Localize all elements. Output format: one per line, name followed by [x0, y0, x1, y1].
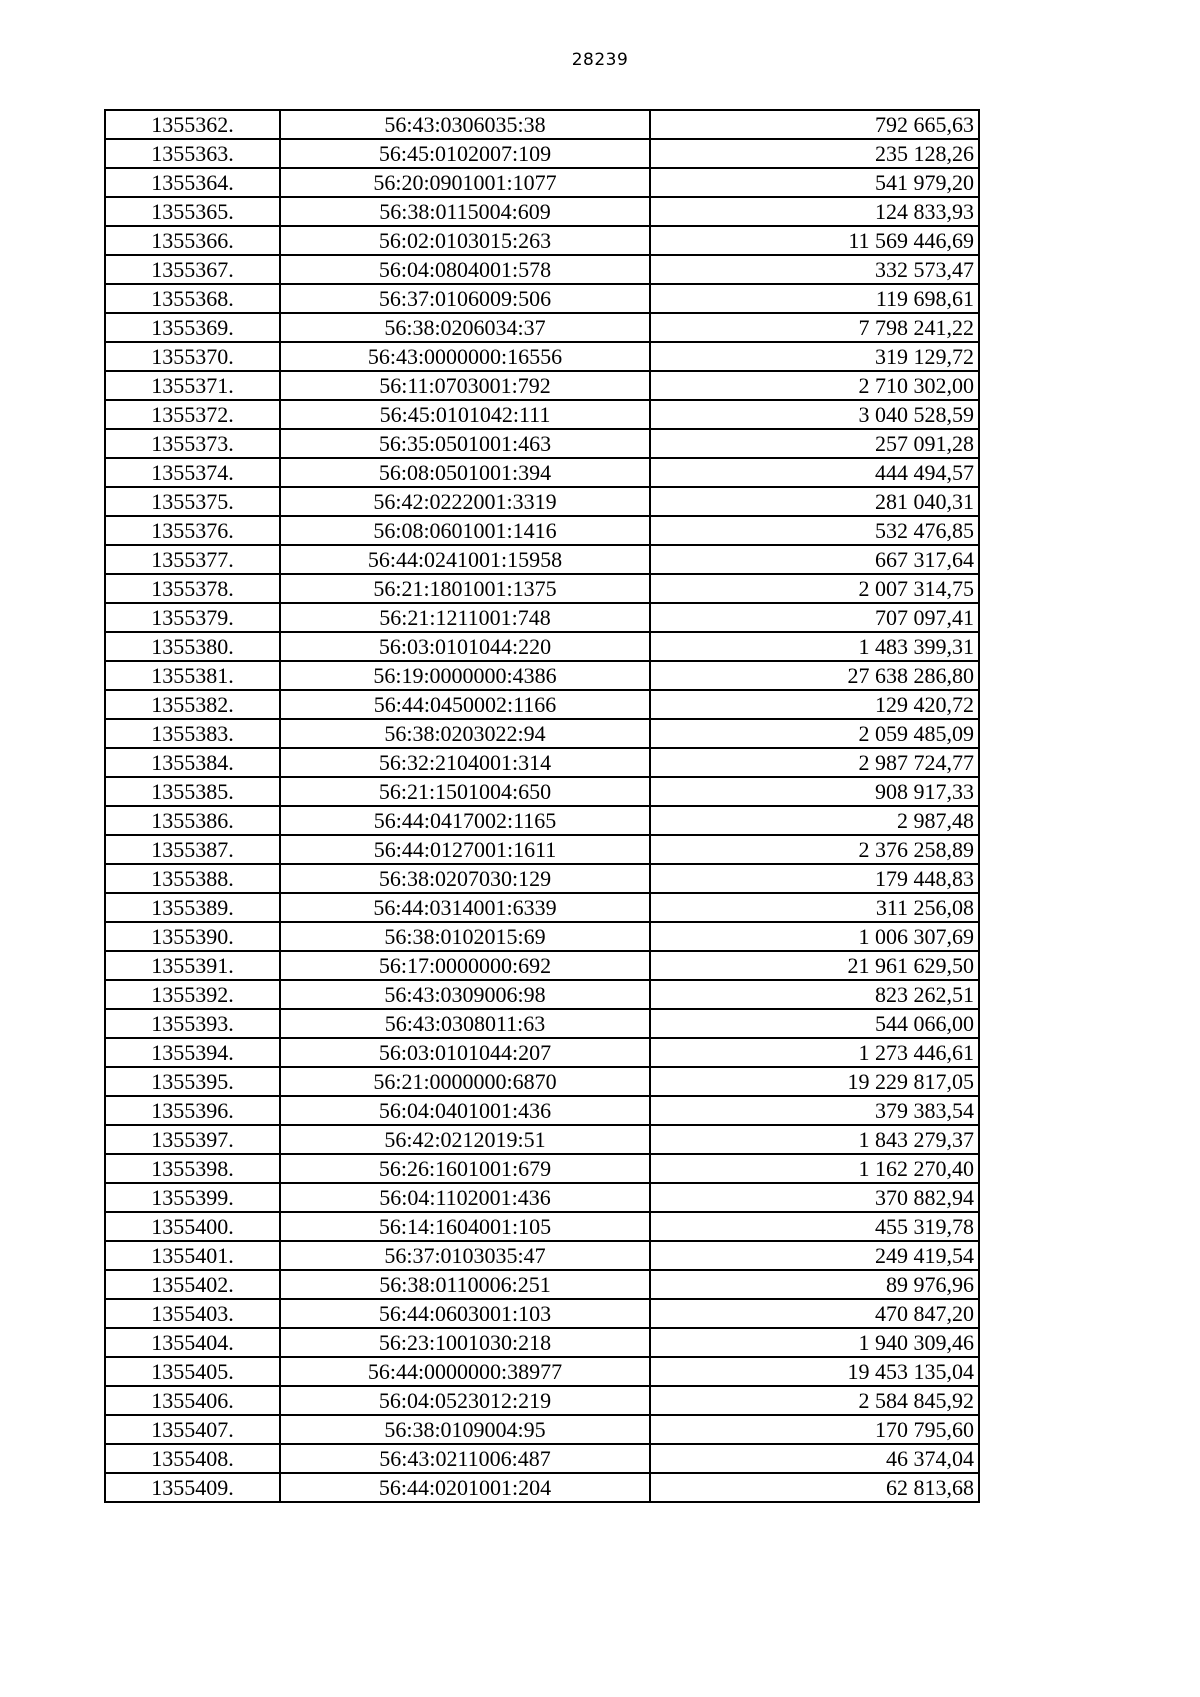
row-number-cell: 1355364.: [105, 168, 280, 197]
cadastral-number-cell: 56:38:0203022:94: [280, 719, 650, 748]
table-row: [105, 487, 979, 516]
cadastral-value-cell: 281 040,31: [650, 487, 979, 516]
cadastral-value-cell: 46 374,04: [650, 1444, 979, 1473]
cadastral-value-cell: 2 584 845,92: [650, 1386, 979, 1415]
row-number-cell: 1355404.: [105, 1328, 280, 1357]
cadastral-value-cell: 444 494,57: [650, 458, 979, 487]
cadastral-number-cell: 56:32:2104001:314: [280, 748, 650, 777]
row-number-cell: 1355401.: [105, 1241, 280, 1270]
cadastral-value-cell: 2 376 258,89: [650, 835, 979, 864]
cadastral-number-cell: 56:21:0000000:6870: [280, 1067, 650, 1096]
row-number-cell: 1355362.: [105, 110, 280, 139]
cadastral-number-cell: 56:03:0101044:207: [280, 1038, 650, 1067]
cadastral-number-cell: 56:44:0603001:103: [280, 1299, 650, 1328]
cadastral-value-cell: 379 383,54: [650, 1096, 979, 1125]
table-row: [105, 168, 979, 197]
row-number-cell: 1355365.: [105, 197, 280, 226]
row-number-cell: 1355385.: [105, 777, 280, 806]
cadastral-number-cell: 56:43:0309006:98: [280, 980, 650, 1009]
row-number-cell: 1355381.: [105, 661, 280, 690]
table-row: [105, 1096, 979, 1125]
table-row: [105, 226, 979, 255]
table-row: [105, 1299, 979, 1328]
cadastral-value-cell: 11 569 446,69: [650, 226, 979, 255]
row-number-cell: 1355373.: [105, 429, 280, 458]
row-number-cell: 1355409.: [105, 1473, 280, 1502]
cadastral-value-cell: 1 273 446,61: [650, 1038, 979, 1067]
row-number-cell: 1355400.: [105, 1212, 280, 1241]
table-row: [105, 313, 979, 342]
table-row: [105, 110, 979, 139]
row-number-cell: 1355377.: [105, 545, 280, 574]
table-row: [105, 371, 979, 400]
cadastral-number-cell: 56:44:0417002:1165: [280, 806, 650, 835]
row-number-cell: 1355394.: [105, 1038, 280, 1067]
cadastral-number-cell: 56:08:0501001:394: [280, 458, 650, 487]
table-row: [105, 1183, 979, 1212]
table-row: [105, 139, 979, 168]
cadastral-number-cell: 56:38:0102015:69: [280, 922, 650, 951]
table-row: [105, 342, 979, 371]
cadastral-number-cell: 56:37:0103035:47: [280, 1241, 650, 1270]
cadastral-number-cell: 56:45:0102007:109: [280, 139, 650, 168]
table-row: [105, 1212, 979, 1241]
row-number-cell: 1355368.: [105, 284, 280, 313]
row-number-cell: 1355393.: [105, 1009, 280, 1038]
cadastral-value-cell: 1 843 279,37: [650, 1125, 979, 1154]
table-row: [105, 980, 979, 1009]
row-number-cell: 1355386.: [105, 806, 280, 835]
row-number-cell: 1355389.: [105, 893, 280, 922]
cadastral-number-cell: 56:38:0110006:251: [280, 1270, 650, 1299]
cadastral-value-cell: 544 066,00: [650, 1009, 979, 1038]
row-number-cell: 1355370.: [105, 342, 280, 371]
cadastral-value-cell: 7 798 241,22: [650, 313, 979, 342]
cadastral-value-cell: 62 813,68: [650, 1473, 979, 1502]
row-number-cell: 1355376.: [105, 516, 280, 545]
cadastral-number-cell: 56:44:0314001:6339: [280, 893, 650, 922]
table-row: [105, 603, 979, 632]
row-number-cell: 1355380.: [105, 632, 280, 661]
cadastral-number-cell: 56:42:0212019:51: [280, 1125, 650, 1154]
cadastral-value-cell: 235 128,26: [650, 139, 979, 168]
cadastral-value-cell: 2 007 314,75: [650, 574, 979, 603]
cadastral-value-cell: 1 006 307,69: [650, 922, 979, 951]
cadastral-number-cell: 56:04:0401001:436: [280, 1096, 650, 1125]
row-number-cell: 1355371.: [105, 371, 280, 400]
cadastral-number-cell: 56:21:1801001:1375: [280, 574, 650, 603]
cadastral-number-cell: 56:17:0000000:692: [280, 951, 650, 980]
row-number-cell: 1355367.: [105, 255, 280, 284]
cadastral-number-cell: 56:04:0804001:578: [280, 255, 650, 284]
cadastral-value-cell: 823 262,51: [650, 980, 979, 1009]
cadastral-number-cell: 56:38:0109004:95: [280, 1415, 650, 1444]
table-row: [105, 951, 979, 980]
cadastral-value-cell: 908 917,33: [650, 777, 979, 806]
table-row: [105, 806, 979, 835]
cadastral-value-cell: 470 847,20: [650, 1299, 979, 1328]
table-row: [105, 690, 979, 719]
table-row: [105, 922, 979, 951]
cadastral-value-cell: 19 453 135,04: [650, 1357, 979, 1386]
cadastral-value-cell: 455 319,78: [650, 1212, 979, 1241]
row-number-cell: 1355382.: [105, 690, 280, 719]
table-row: [105, 864, 979, 893]
cadastral-value-cell: 370 882,94: [650, 1183, 979, 1212]
table-row: [105, 284, 979, 313]
cadastral-number-cell: 56:02:0103015:263: [280, 226, 650, 255]
row-number-cell: 1355403.: [105, 1299, 280, 1328]
row-number-cell: 1355399.: [105, 1183, 280, 1212]
cadastral-number-cell: 56:44:0127001:1611: [280, 835, 650, 864]
cadastral-number-cell: 56:19:0000000:4386: [280, 661, 650, 690]
table-row: [105, 835, 979, 864]
row-number-cell: 1355395.: [105, 1067, 280, 1096]
row-number-cell: 1355396.: [105, 1096, 280, 1125]
table-row: [105, 719, 979, 748]
table-row: [105, 748, 979, 777]
table-row: [105, 1444, 979, 1473]
row-number-cell: 1355384.: [105, 748, 280, 777]
cadastral-number-cell: 56:43:0306035:38: [280, 110, 650, 139]
row-number-cell: 1355390.: [105, 922, 280, 951]
cadastral-number-cell: 56:35:0501001:463: [280, 429, 650, 458]
cadastral-value-cell: 257 091,28: [650, 429, 979, 458]
cadastral-number-cell: 56:04:0523012:219: [280, 1386, 650, 1415]
row-number-cell: 1355375.: [105, 487, 280, 516]
row-number-cell: 1355379.: [105, 603, 280, 632]
cadastral-number-cell: 56:38:0207030:129: [280, 864, 650, 893]
table-row: [105, 516, 979, 545]
table-row: [105, 1415, 979, 1444]
cadastral-value-cell: 89 976,96: [650, 1270, 979, 1299]
table-row: [105, 777, 979, 806]
cadastral-value-cell: 179 448,83: [650, 864, 979, 893]
cadastral-value-cell: 170 795,60: [650, 1415, 979, 1444]
table-row: [105, 1067, 979, 1096]
cadastral-value-cell: 311 256,08: [650, 893, 979, 922]
row-number-cell: 1355402.: [105, 1270, 280, 1299]
cadastral-number-cell: 56:08:0601001:1416: [280, 516, 650, 545]
row-number-cell: 1355387.: [105, 835, 280, 864]
cadastral-number-cell: 56:45:0101042:111: [280, 400, 650, 429]
cadastral-value-cell: 27 638 286,80: [650, 661, 979, 690]
table-row: [105, 1386, 979, 1415]
cadastral-value-cell: 1 940 309,46: [650, 1328, 979, 1357]
table-row: [105, 1241, 979, 1270]
cadastral-value-cell: 129 420,72: [650, 690, 979, 719]
cadastral-value-cell: 1 483 399,31: [650, 632, 979, 661]
row-number-cell: 1355405.: [105, 1357, 280, 1386]
row-number-cell: 1355407.: [105, 1415, 280, 1444]
table-row: [105, 1473, 979, 1502]
cadastral-number-cell: 56:04:1102001:436: [280, 1183, 650, 1212]
row-number-cell: 1355392.: [105, 980, 280, 1009]
cadastral-number-cell: 56:03:0101044:220: [280, 632, 650, 661]
row-number-cell: 1355383.: [105, 719, 280, 748]
cadastral-value-cell: 3 040 528,59: [650, 400, 979, 429]
row-number-cell: 1355369.: [105, 313, 280, 342]
row-number-cell: 1355391.: [105, 951, 280, 980]
cadastral-number-cell: 56:38:0115004:609: [280, 197, 650, 226]
cadastral-value-cell: 319 129,72: [650, 342, 979, 371]
row-number-cell: 1355374.: [105, 458, 280, 487]
cadastral-value-cell: 2 987,48: [650, 806, 979, 835]
cadastral-value-cell: 119 698,61: [650, 284, 979, 313]
cadastral-number-cell: 56:21:1501004:650: [280, 777, 650, 806]
table-row: [105, 429, 979, 458]
table-row: [105, 1357, 979, 1386]
cadastral-value-cell: 1 162 270,40: [650, 1154, 979, 1183]
cadastral-number-cell: 56:21:1211001:748: [280, 603, 650, 632]
row-number-cell: 1355372.: [105, 400, 280, 429]
cadastral-value-cell: 541 979,20: [650, 168, 979, 197]
cadastral-value-cell: 707 097,41: [650, 603, 979, 632]
cadastral-number-cell: 56:11:0703001:792: [280, 371, 650, 400]
cadastral-value-cell: 332 573,47: [650, 255, 979, 284]
cadastral-value-cell: 667 317,64: [650, 545, 979, 574]
table-row: [105, 1125, 979, 1154]
cadastral-number-cell: 56:42:0222001:3319: [280, 487, 650, 516]
table-row: [105, 574, 979, 603]
cadastral-number-cell: 56:26:1601001:679: [280, 1154, 650, 1183]
table-row: [105, 1009, 979, 1038]
cadastral-number-cell: 56:23:1001030:218: [280, 1328, 650, 1357]
cadastral-value-cell: 249 419,54: [650, 1241, 979, 1270]
cadastral-number-cell: 56:38:0206034:37: [280, 313, 650, 342]
cadastral-number-cell: 56:43:0211006:487: [280, 1444, 650, 1473]
cadastral-value-cell: 19 229 817,05: [650, 1067, 979, 1096]
table-row: [105, 1270, 979, 1299]
table-row: [105, 1038, 979, 1067]
table-row: [105, 545, 979, 574]
cadastral-number-cell: 56:20:0901001:1077: [280, 168, 650, 197]
table-row: [105, 197, 979, 226]
table-row: [105, 893, 979, 922]
table-row: [105, 661, 979, 690]
row-number-cell: 1355378.: [105, 574, 280, 603]
row-number-cell: 1355398.: [105, 1154, 280, 1183]
table-row: [105, 1154, 979, 1183]
cadastral-value-cell: 2 987 724,77: [650, 748, 979, 777]
cadastral-number-cell: 56:37:0106009:506: [280, 284, 650, 313]
table-row: [105, 1328, 979, 1357]
cadastral-number-cell: 56:44:0000000:38977: [280, 1357, 650, 1386]
table-row: [105, 255, 979, 284]
row-number-cell: 1355366.: [105, 226, 280, 255]
cadastral-value-cell: 2 059 485,09: [650, 719, 979, 748]
cadastral-number-cell: 56:44:0241001:15958: [280, 545, 650, 574]
cadastral-value-cell: 792 665,63: [650, 110, 979, 139]
cadastral-number-cell: 56:44:0450002:1166: [280, 690, 650, 719]
row-number-cell: 1355406.: [105, 1386, 280, 1415]
table-body: [105, 110, 979, 1502]
page-number: 28239: [571, 50, 629, 70]
cadastral-value-cell: 124 833,93: [650, 197, 979, 226]
row-number-cell: 1355388.: [105, 864, 280, 893]
row-number-cell: 1355408.: [105, 1444, 280, 1473]
cadastral-value-cell: 21 961 629,50: [650, 951, 979, 980]
cadastral-value-cell: 532 476,85: [650, 516, 979, 545]
cadastral-number-cell: 56:43:0000000:16556: [280, 342, 650, 371]
table-row: [105, 632, 979, 661]
cadastral-value-table: [104, 109, 980, 1503]
row-number-cell: 1355363.: [105, 139, 280, 168]
cadastral-number-cell: 56:44:0201001:204: [280, 1473, 650, 1502]
cadastral-value-cell: 2 710 302,00: [650, 371, 979, 400]
cadastral-number-cell: 56:43:0308011:63: [280, 1009, 650, 1038]
table-row: [105, 400, 979, 429]
cadastral-number-cell: 56:14:1604001:105: [280, 1212, 650, 1241]
table-row: [105, 458, 979, 487]
row-number-cell: 1355397.: [105, 1125, 280, 1154]
